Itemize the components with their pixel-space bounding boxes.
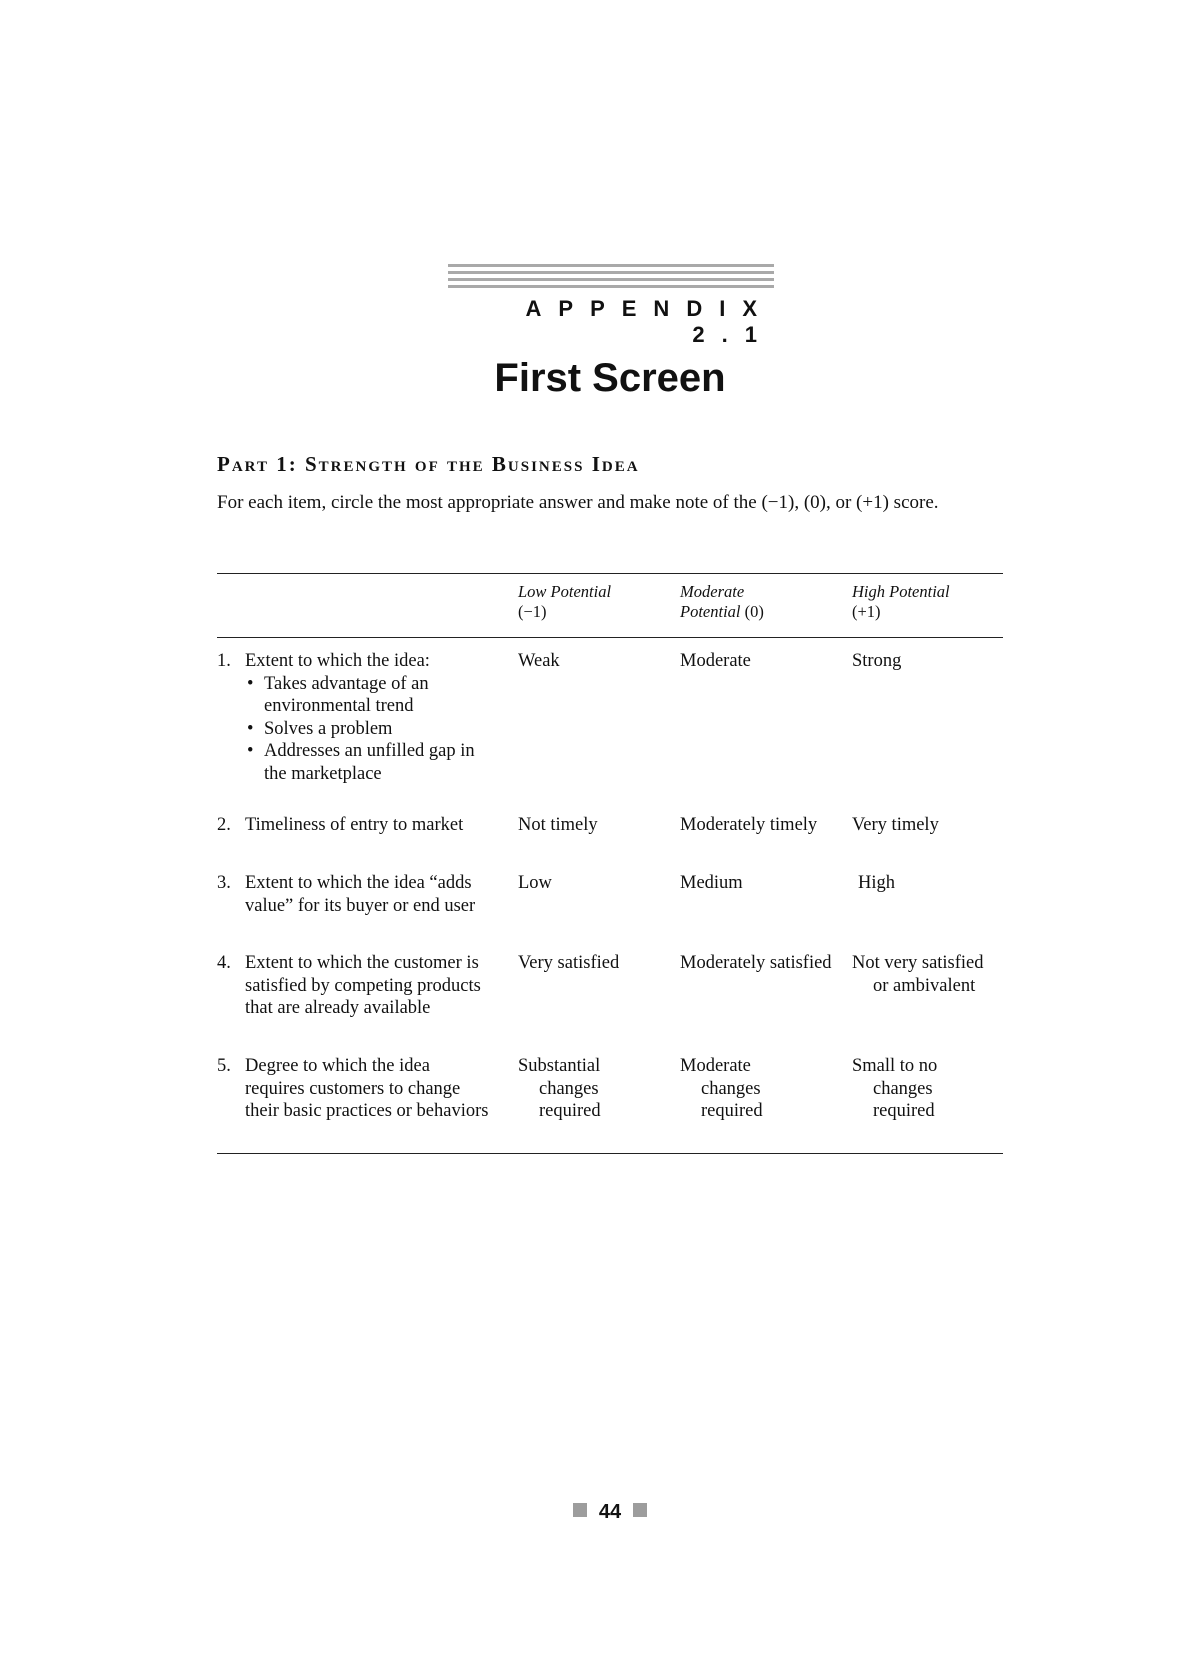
table-row xyxy=(217,650,1003,814)
moderate-answer: Moderately satisfied xyxy=(680,953,832,973)
table-row xyxy=(217,952,1003,1055)
low-answer: Low xyxy=(518,873,552,893)
table-row xyxy=(217,814,1003,872)
column-header-moderate: Moderate Potential (0) xyxy=(680,582,764,621)
criterion-bullet: • Takes advantage of an environmental trend xyxy=(245,673,491,718)
low-answer: Not timely xyxy=(518,815,598,835)
moderate-answer: Moderate changes required xyxy=(680,1056,763,1121)
moderate-answer: Medium xyxy=(680,873,743,893)
criterion-text: Extent to which the idea “adds value” for its buyer or end user xyxy=(245,873,476,916)
moderate-answer: Moderately timely xyxy=(680,815,818,835)
table-top-rule xyxy=(217,573,1003,574)
table-row xyxy=(217,872,1003,952)
table-header-row xyxy=(217,582,1003,637)
row-number: 5. xyxy=(217,1056,231,1076)
criterion-bullet: • Solves a problem xyxy=(245,718,491,741)
high-answer: High xyxy=(858,873,895,893)
page-number: 44 xyxy=(598,1501,622,1523)
section-heading: Part 1: Strength of the Business Idea xyxy=(217,452,640,476)
table-bottom-rule xyxy=(217,1153,1003,1154)
appendix-label: APPENDIX 2.1 xyxy=(525,296,774,347)
high-answer: Very timely xyxy=(852,815,939,835)
low-answer: Substantial changes required xyxy=(518,1056,601,1121)
column-header-high: High Potential (+1) xyxy=(852,582,950,621)
moderate-answer: Moderate xyxy=(680,651,751,671)
high-answer: Not very satisfied or ambivalent xyxy=(852,953,984,996)
row-number: 2. xyxy=(217,815,231,835)
row-number: 4. xyxy=(217,953,231,973)
table-header-rule xyxy=(217,637,1003,638)
criterion-text: Extent to which the customer is satisfied by competing products that are already available xyxy=(245,953,481,1018)
row-number: 3. xyxy=(217,873,231,893)
row-number: 1. xyxy=(217,651,231,671)
criterion-text: Degree to which the idea requires customers to change their basic practices or behaviors xyxy=(245,1056,489,1121)
criterion-text: Timeliness of entry to market xyxy=(245,815,464,835)
low-answer: Very satisfied xyxy=(518,953,620,973)
scoring-table xyxy=(217,573,1003,1154)
square-ornament-icon xyxy=(573,1503,587,1517)
square-ornament-icon xyxy=(633,1503,647,1517)
low-answer: Weak xyxy=(518,651,560,671)
decorative-rule-stack xyxy=(448,264,774,292)
high-answer: Small to no changes required xyxy=(852,1056,938,1121)
page-footer xyxy=(0,1501,1200,1524)
criterion-text: Extent to which the idea: xyxy=(245,651,430,671)
criterion-bullet: • Addresses an unfilled gap in the marketplace xyxy=(245,740,491,785)
page-title: First Screen xyxy=(494,356,726,400)
table-row xyxy=(217,1055,1003,1153)
section-intro: For each item, circle the most appropriate answer and make note of the (−1), (0), or (+1) score. xyxy=(217,492,939,513)
row-criterion xyxy=(245,650,491,785)
high-answer: Strong xyxy=(852,651,902,671)
column-header-low: Low Potential (−1) xyxy=(518,582,612,621)
